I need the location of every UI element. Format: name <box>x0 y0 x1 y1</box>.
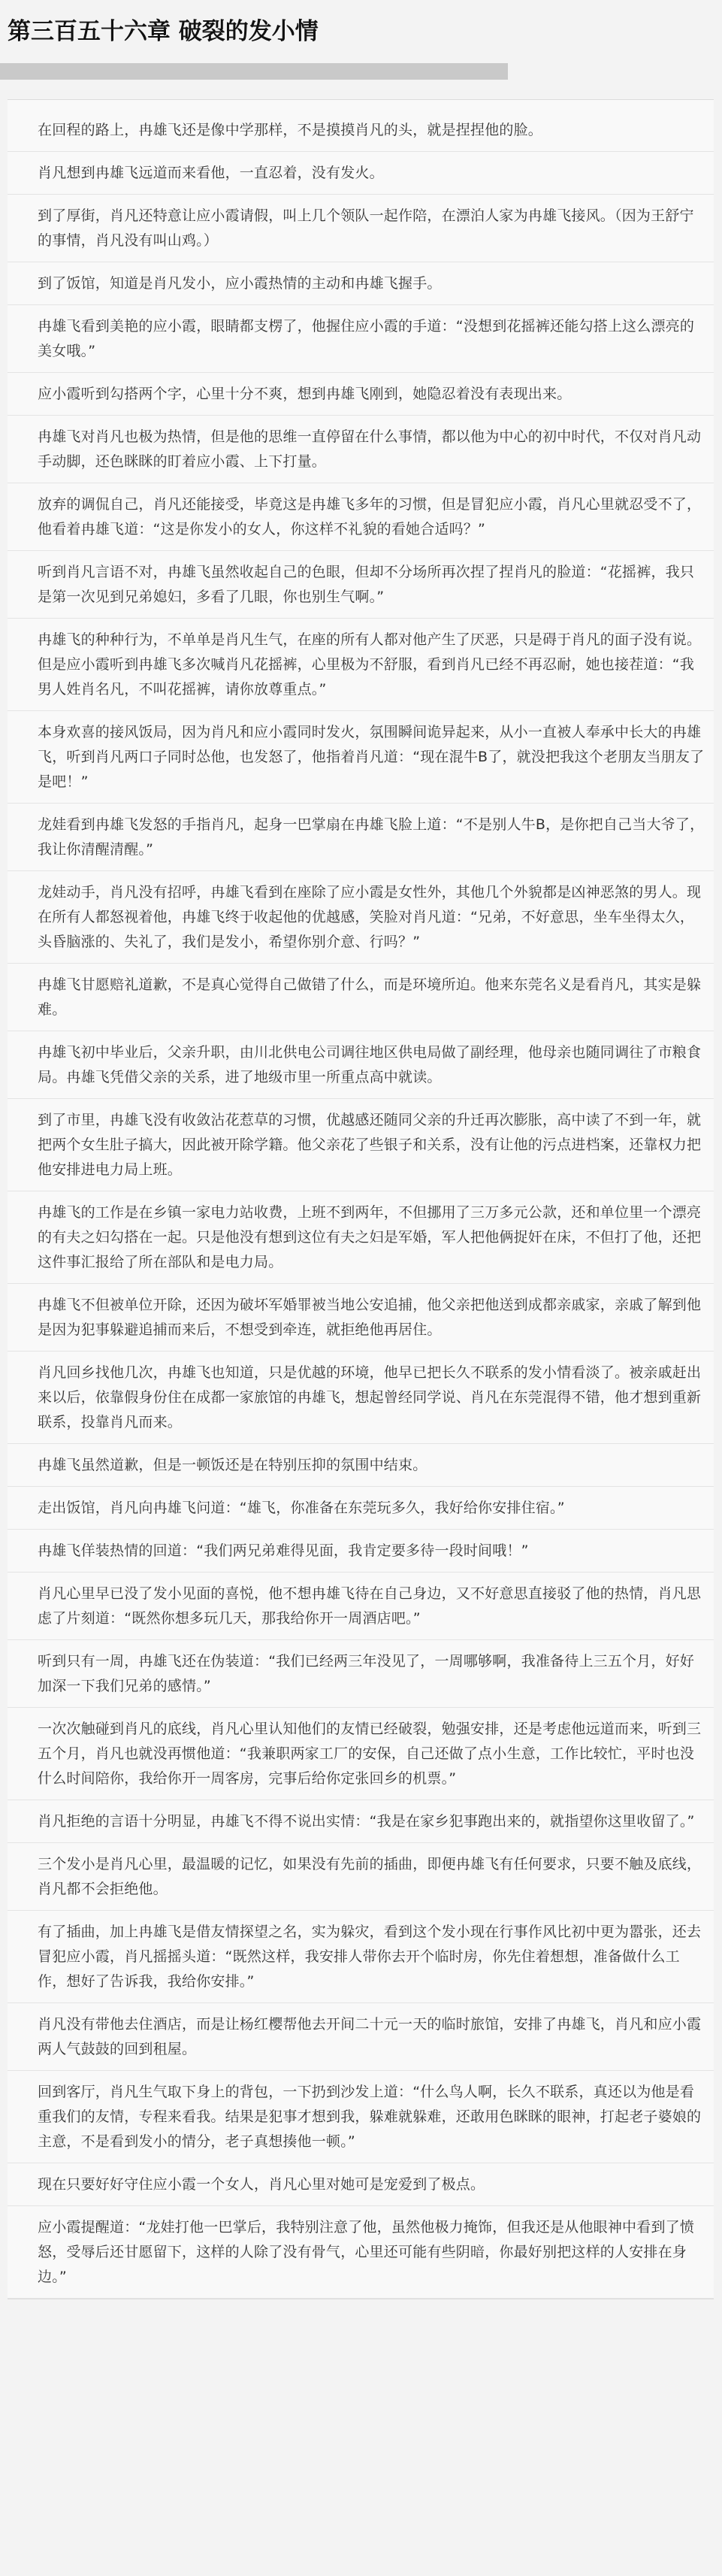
paragraph: 肖凡拒绝的言语十分明显，冉雄飞不得不说出实情：“我是在家乡犯事跑出来的，就指望你这里收留了。” <box>8 1800 714 1843</box>
chapter-title: 第三百五十六章 破裂的发小情 <box>8 18 319 45</box>
paragraph: 在回程的路上，冉雄飞还是像中学那样，不是摸摸肖凡的头，就是捏捏他的脸。 <box>8 100 714 152</box>
paragraph: 肖凡想到冉雄飞远道而来看他，一直忍着，没有发火。 <box>8 152 714 195</box>
paragraph: 应小霞听到勾搭两个字，心里十分不爽，想到冉雄飞刚到，她隐忍着没有表现出来。 <box>8 373 714 416</box>
paragraph: 肖凡没有带他去住酒店，而是让杨红樱帮他去开间二十元一天的临时旅馆，安排了冉雄飞，肖凡和应小霞两人气鼓鼓的回到租屋。 <box>8 2003 714 2071</box>
title-divider-bar <box>0 63 508 80</box>
paragraph: 肖凡回乡找他几次，冉雄飞也知道，只是优越的环境，他早已把长久不联系的发小情看淡了。被亲戚赶出来以后，依靠假身份住在成都一家旅馆的冉雄飞，想起曾经同学说、肖凡在东莞混得不错，他才想到重新联系，投靠肖凡而来。 <box>8 1352 714 1444</box>
paragraph: 到了饭馆，知道是肖凡发小，应小霞热情的主动和冉雄飞握手。 <box>8 262 714 305</box>
paragraph: 冉雄飞的工作是在乡镇一家电力站收费，上班不到两年，不但挪用了三万多元公款，还和单位里一个漂亮的有夫之妇勾搭在一起。只是他没有想到这位有夫之妇是军婚，军人把他俩捉奸在床，不但打了他，还把这件事汇报给了所在部队和是电力局。 <box>8 1191 714 1284</box>
paragraph: 冉雄飞初中毕业后，父亲升职，由川北供电公司调往地区供电局做了副经理，他母亲也随同调往了市粮食局。冉雄飞凭借父亲的关系，进了地级市里一所重点高中就读。 <box>8 1031 714 1099</box>
paragraph: 有了插曲，加上冉雄飞是借友情探望之名，实为躲灾，看到这个发小现在行事作风比初中更为嚣张，还去冒犯应小霞，肖凡摇摇头道：“既然这样，我安排人带你去开个临时房，你先住着想想，准备做什么工作，想好了告诉我，我给你安排。” <box>8 1911 714 2003</box>
paragraph: 冉雄飞佯装热情的回道：“我们两兄弟难得见面，我肯定要多待一段时间哦！” <box>8 1530 714 1573</box>
paragraph: 三个发小是肖凡心里，最温暖的记忆，如果没有先前的插曲，即便冉雄飞有任何要求，只要不触及底线，肖凡都不会拒绝他。 <box>8 1843 714 1911</box>
paragraph: 一次次触碰到肖凡的底线，肖凡心里认知他们的友情已经破裂，勉强安排，还是考虑他远道而来，听到三五个月，肖凡也就没再惯他道：“我兼职两家工厂的安保，自己还做了点小生意，工作比较忙，平时也没什么时间陪你，我给你开一周客房，完事后给你定张回乡的机票。” <box>8 1708 714 1800</box>
paragraph: 应小霞提醒道：“龙娃打他一巴掌后，我特别注意了他，虽然他极力掩饰，但我还是从他眼神中看到了愤怒，受辱后还甘愿留下，这样的人除了没有骨气，心里还可能有些阴暗，你最好别把这样的人安排在身边。” <box>8 2206 714 2299</box>
paragraph: 冉雄飞看到美艳的应小霞，眼睛都支楞了，他握住应小霞的手道：“没想到花摇裤还能勾搭上这么漂亮的美女哦。” <box>8 305 714 373</box>
paragraph: 到了厚街，肖凡还特意让应小霞请假，叫上几个领队一起作陪，在漂泊人家为冉雄飞接风。（因为王舒宁的事情，肖凡没有叫山鸡。） <box>8 195 714 262</box>
paragraph: 冉雄飞虽然道歉，但是一顿饭还是在特别压抑的氛围中结束。 <box>8 1444 714 1487</box>
chapter-body <box>8 99 714 2299</box>
paragraph: 本身欢喜的接风饭局，因为肖凡和应小霞同时发火，氛围瞬间诡异起来，从小一直被人奉承中长大的冉雄飞，听到肖凡两口子同时怂他，也发怒了，他指着肖凡道：“现在混牛B了，就没把我这个老朋友当朋友了是吧！” <box>8 711 714 804</box>
paragraph: 听到只有一周，冉雄飞还在伪装道：“我们已经两三年没见了，一周哪够啊，我准备待上三五个月，好好加深一下我们兄弟的感情。” <box>8 1640 714 1708</box>
paragraph: 现在只要好好守住应小霞一个女人，肖凡心里对她可是宠爱到了极点。 <box>8 2163 714 2206</box>
paragraph: 龙娃动手，肖凡没有招呼，冉雄飞看到在座除了应小霞是女性外，其他几个外貌都是凶神恶煞的男人。现在所有人都怒视着他，冉雄飞终于收起他的优越感，笑脸对肖凡道：“兄弟，不好意思，坐车坐得太久，头昏脑涨的、失礼了，我们是发小，希望你别介意、行吗？” <box>8 871 714 964</box>
paragraph: 冉雄飞不但被单位开除，还因为破坏军婚罪被当地公安追捕，他父亲把他送到成都亲戚家，亲戚了解到他是因为犯事躲避追捕而来后，不想受到牵连，就拒绝他再居住。 <box>8 1284 714 1352</box>
paragraph: 冉雄飞的种种行为，不单单是肖凡生气，在座的所有人都对他产生了厌恶，只是碍于肖凡的面子没有说。但是应小霞听到冉雄飞多次喊肖凡花摇裤，心里极为不舒服，看到肖凡已经不再忍耐，她也接茬道：“我男人姓肖名凡，不叫花摇裤，请你放尊重点。” <box>8 619 714 711</box>
paragraph: 冉雄飞对肖凡也极为热情，但是他的思维一直停留在什么事情，都以他为中心的初中时代，不仅对肖凡动手动脚，还色眯眯的盯着应小霞、上下打量。 <box>8 416 714 483</box>
paragraph: 走出饭馆，肖凡向冉雄飞问道：“雄飞，你准备在东莞玩多久，我好给你安排住宿。” <box>8 1487 714 1530</box>
paragraph: 肖凡心里早已没了发小见面的喜悦，他不想冉雄飞待在自己身边，又不好意思直接驳了他的热情，肖凡思虑了片刻道：“既然你想多玩几天，那我给你开一周酒店吧。” <box>8 1573 714 1640</box>
paragraph: 回到客厅，肖凡生气取下身上的背包，一下扔到沙发上道：“什么鸟人啊，长久不联系，真还以为他是看重我们的友情，专程来看我。结果是犯事才想到我，躲难就躲难，还敢用色眯眯的眼神，打起老子婆娘的主意，不是看到发小的情分，老子真想揍他一顿。” <box>8 2071 714 2163</box>
paragraph: 听到肖凡言语不对，冉雄飞虽然收起自己的色眼，但却不分场所再次捏了捏肖凡的脸道：“花摇裤，我只是第一次见到兄弟媳妇，多看了几眼，你也别生气啊。” <box>8 551 714 619</box>
paragraph: 放弃的调侃自己，肖凡还能接受，毕竟这是冉雄飞多年的习惯，但是冒犯应小霞，肖凡心里就忍受不了，他看着冉雄飞道：“这是你发小的女人，你这样不礼貌的看她合适吗？” <box>8 483 714 551</box>
paragraph: 龙娃看到冉雄飞发怒的手指肖凡，起身一巴掌扇在冉雄飞脸上道：“不是别人牛B，是你把自己当大爷了，我让你清醒清醒。” <box>8 804 714 871</box>
paragraph: 到了市里，冉雄飞没有收敛沾花惹草的习惯，优越感还随同父亲的升迁再次膨胀，高中读了不到一年，就把两个女生肚子搞大，因此被开除学籍。他父亲花了些银子和关系，没有让他的污点进档案，还靠权力把他安排进电力局上班。 <box>8 1099 714 1191</box>
paragraph: 冉雄飞甘愿赔礼道歉，不是真心觉得自己做错了什么，而是环境所迫。他来东莞名义是看肖凡，其实是躲难。 <box>8 964 714 1031</box>
